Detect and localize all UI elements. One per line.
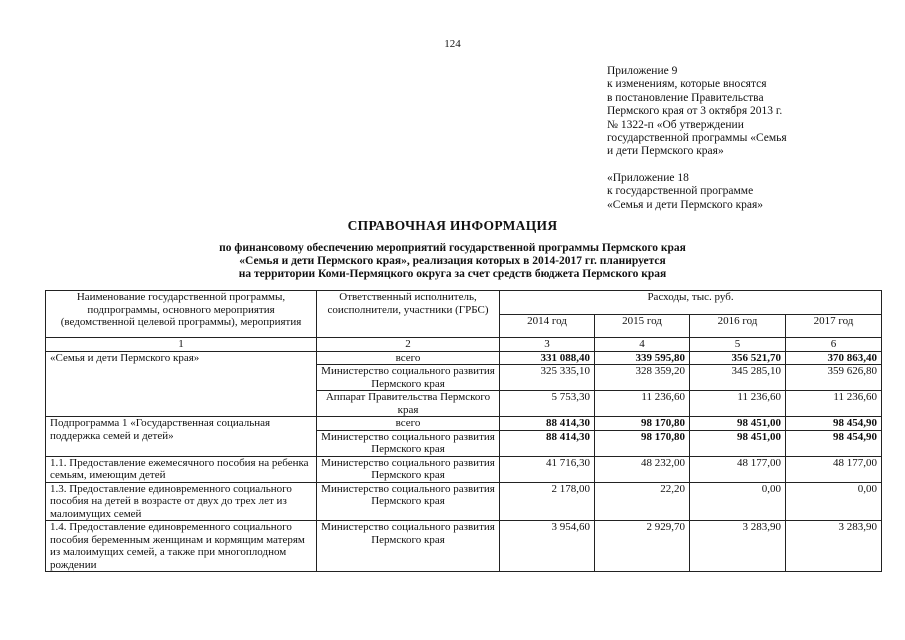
subtitle-line: на территории Коми-Пермяцкого округа за счет средств бюджета Пермского края: [238, 268, 667, 280]
financing-table: [45, 290, 882, 572]
row-value: 98 170,80: [595, 417, 690, 431]
annex-line: к государственной программе: [607, 185, 754, 198]
header-year: 2015 год: [595, 314, 690, 338]
table-row: [46, 456, 882, 482]
document-subtitle: [0, 242, 905, 281]
row-value: 370 863,40: [786, 351, 882, 365]
row-value: 11 236,60: [690, 391, 786, 417]
row-executor: всего: [317, 351, 500, 365]
appendix-line: к изменениям, которые вносятся: [607, 78, 767, 91]
row-name: 1.4. Предоставление единовременного социального пособия беременным женщинам и кормящим матерям из малоимущих семей, а также при многоплодном рождении: [46, 521, 317, 572]
row-value: 345 285,10: [690, 365, 786, 391]
column-number: 3: [500, 338, 595, 352]
appendix-line: в постановление Правительства: [607, 91, 764, 104]
row-value: 3 283,90: [786, 521, 882, 572]
row-value: 11 236,60: [786, 391, 882, 417]
header-year: 2014 год: [500, 314, 595, 338]
row-value: 98 454,90: [786, 417, 882, 431]
row-executor: всего: [317, 417, 500, 431]
row-value: 98 454,90: [786, 430, 882, 456]
row-executor: Министерство социального развития Пермского края: [317, 456, 500, 482]
row-value: 98 170,80: [595, 430, 690, 456]
document-header: [0, 218, 905, 281]
row-value: 328 359,20: [595, 365, 690, 391]
row-value: 356 521,70: [690, 351, 786, 365]
row-value: 5 753,30: [500, 391, 595, 417]
document-title: СПРАВОЧНАЯ ИНФОРМАЦИЯ: [347, 218, 558, 233]
appendix-reference: [607, 65, 787, 212]
column-number: 1: [46, 338, 317, 352]
row-value: 98 451,00: [690, 430, 786, 456]
row-value: 48 177,00: [786, 456, 882, 482]
row-value: 3 283,90: [690, 521, 786, 572]
row-executor: Министерство социального развития Пермского края: [317, 430, 500, 456]
column-number: 2: [317, 338, 500, 352]
row-value: 359 626,80: [786, 365, 882, 391]
row-value: 88 414,30: [500, 417, 595, 431]
header-expenses: Расходы, тыс. руб.: [500, 291, 882, 315]
table-row: [46, 417, 882, 431]
column-number: 6: [786, 338, 882, 352]
row-value: 41 716,30: [500, 456, 595, 482]
table-row: [46, 351, 882, 365]
header-year: 2016 год: [690, 314, 786, 338]
row-value: 0,00: [786, 482, 882, 521]
row-value: 331 088,40: [500, 351, 595, 365]
appendix-line: Приложение 9: [607, 65, 678, 77]
header-name-column: Наименование государственной программы, подпрограммы, основного мероприятия (ведомственной целевой программы), мероприятия: [46, 291, 317, 338]
row-value: 22,20: [595, 482, 690, 521]
row-value: 88 414,30: [500, 430, 595, 456]
subtitle-line: по финансовому обеспечению мероприятий государственной программы Пермского края: [219, 242, 686, 254]
appendix-line: № 1322-п «Об утверждении: [607, 118, 744, 131]
annex-line: «Семья и дети Пермского края»: [607, 198, 764, 211]
row-value: 325 335,10: [500, 365, 595, 391]
row-executor: Министерство социального развития Пермского края: [317, 365, 500, 391]
column-number: 5: [690, 338, 786, 352]
column-number: 4: [595, 338, 690, 352]
appendix-line: Пермского края от 3 октября 2013 г.: [607, 105, 783, 118]
row-value: 11 236,60: [595, 391, 690, 417]
row-value: 2 929,70: [595, 521, 690, 572]
row-name: 1.3. Предоставление единовременного социального пособия на детей в возрасте от двух до трех лет из малоимущих семей: [46, 482, 317, 521]
table-row: [46, 482, 882, 521]
row-value: 98 451,00: [690, 417, 786, 431]
page-number: 124: [444, 38, 461, 50]
appendix-line: и дети Пермского края»: [607, 145, 724, 158]
appendix-line: государственной программы «Семья: [607, 132, 787, 145]
row-executor: Министерство социального развития Пермского края: [317, 482, 500, 521]
row-name: «Семья и дети Пермского края»: [46, 351, 317, 417]
row-value: 3 954,60: [500, 521, 595, 572]
subtitle-line: «Семья и дети Пермского края», реализация которых в 2014-2017 гг. планируется: [239, 255, 666, 267]
row-name: 1.1. Предоставление ежемесячного пособия на ребенка семьям, имеющим детей: [46, 456, 317, 482]
row-value: 48 177,00: [690, 456, 786, 482]
table-row: [46, 521, 882, 572]
row-value: 0,00: [690, 482, 786, 521]
row-executor: Министерство социального развития Пермского края: [317, 521, 500, 572]
annex-line: «Приложение 18: [607, 171, 689, 184]
row-value: 2 178,00: [500, 482, 595, 521]
row-name: Подпрограмма 1 «Государственная социальная поддержка семей и детей»: [46, 417, 317, 457]
row-executor: Аппарат Правительства Пермского края: [317, 391, 500, 417]
header-executor-column: Ответственный исполнитель, соисполнители, участники (ГРБС): [317, 291, 500, 338]
header-year: 2017 год: [786, 314, 882, 338]
row-value: 339 595,80: [595, 351, 690, 365]
row-value: 48 232,00: [595, 456, 690, 482]
